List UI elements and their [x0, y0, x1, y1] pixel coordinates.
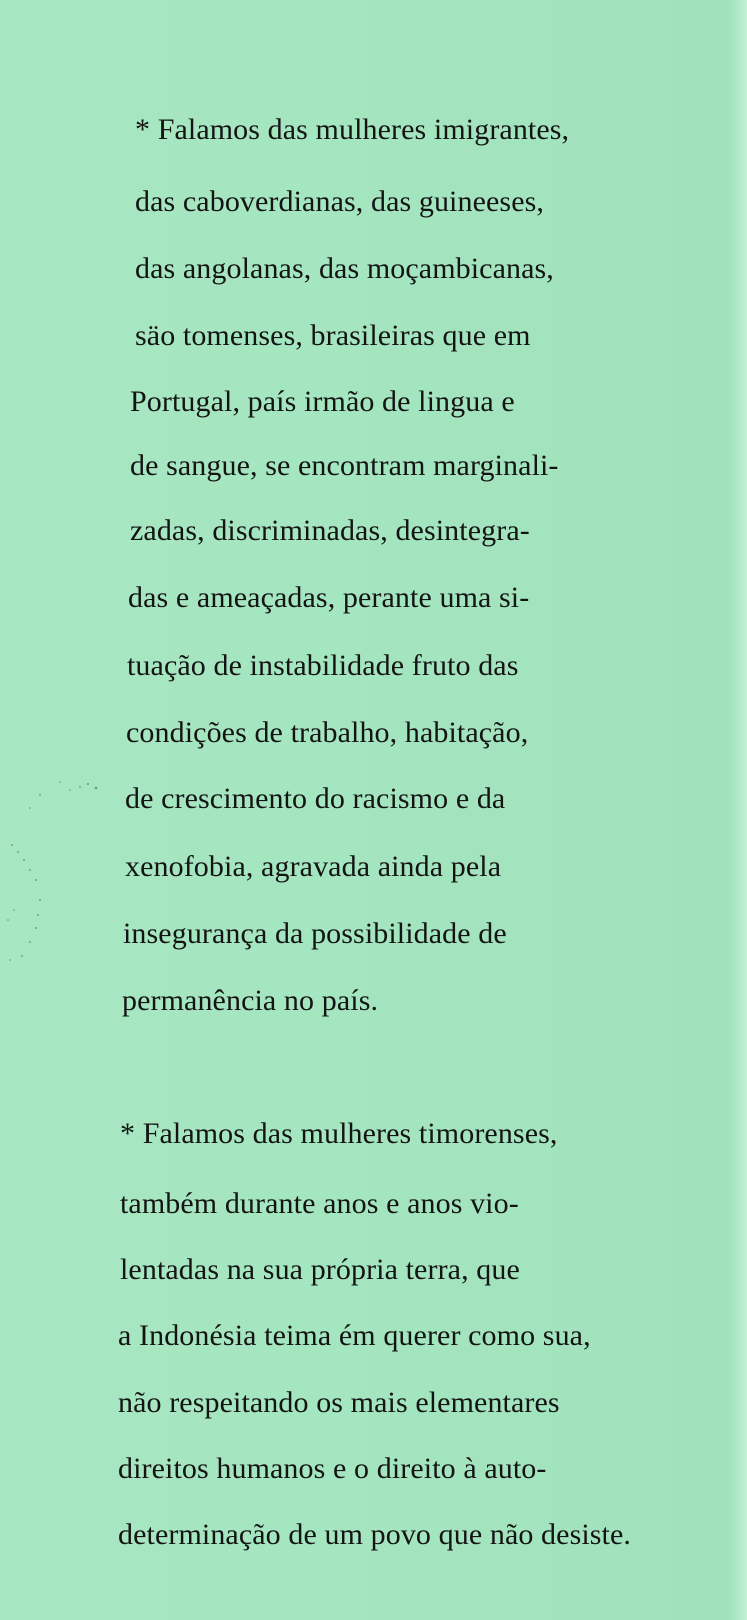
paragraph-1-line: zadas, discriminadas, desintegra-: [130, 514, 530, 547]
paragraph-1-line: Portugal, país irmão de lingua e: [130, 385, 515, 418]
paragraph-1-line: tuação de instabilidade fruto das: [127, 649, 519, 682]
paragraph-1-line: permanência no país.: [122, 984, 379, 1017]
paragraph-1-line: säo tomenses, brasileiras que em: [135, 319, 531, 352]
paragraph-2-line: determinação de um povo que não desiste.: [118, 1518, 632, 1551]
paragraph-1-line: condições de trabalho, habitação,: [126, 716, 529, 749]
paragraph-1-line: das e ameaçadas, perante uma si-: [128, 581, 530, 614]
paragraph-2-line: não respeitando os mais elementares: [118, 1386, 560, 1419]
paragraph-2-line: * Falamos das mulheres timorenses,: [120, 1117, 558, 1150]
paragraph-1-line: de sangue, se encontram marginali-: [130, 449, 559, 482]
paragraph-1-line: de crescimento do racismo e da: [125, 782, 506, 815]
paragraph-1-line: * Falamos das mulheres imigrantes,: [135, 113, 570, 146]
paragraph-2-line: a Indonésia teima ém querer como sua,: [118, 1319, 591, 1352]
paragraph-2-line: também durante anos e anos vio-: [120, 1187, 519, 1220]
paper-edge: [729, 0, 747, 1620]
paragraph-2-line: lentadas na sua própria terra, que: [120, 1253, 520, 1286]
paragraph-2-line: direitos humanos e o direito à auto-: [118, 1452, 547, 1485]
paragraph-1-line: xenofobia, agravada ainda pela: [125, 850, 502, 883]
paragraph-1-line: insegurança da possibilidade de: [123, 917, 507, 950]
margin-specks-decoration: [0, 760, 110, 1020]
paragraph-1-line: das caboverdianas, das guineeses,: [135, 185, 544, 218]
paragraph-1-line: das angolanas, das moçambicanas,: [135, 252, 554, 285]
